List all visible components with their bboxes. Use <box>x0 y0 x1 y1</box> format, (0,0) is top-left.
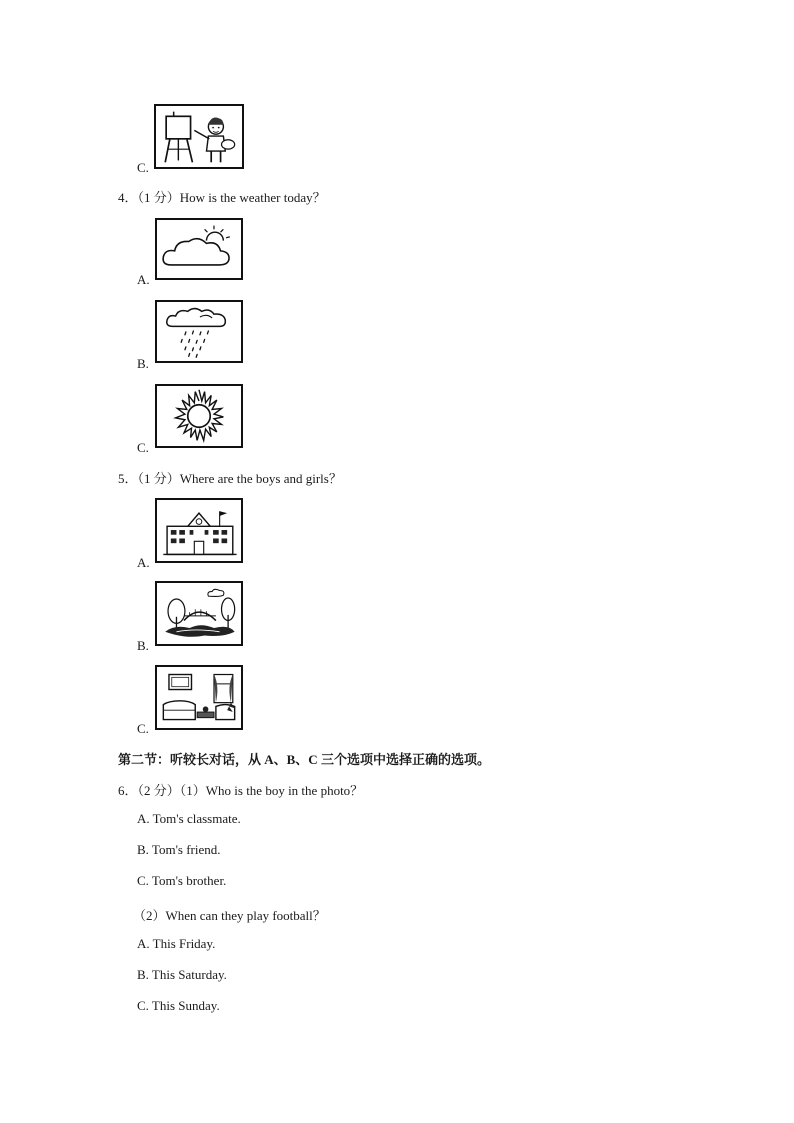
q6-sub2-option-a[interactable]: A. This Friday. <box>137 936 216 951</box>
q6-sub1-option-b[interactable]: B. Tom's friend. <box>137 842 221 857</box>
q4-option-a-image <box>155 218 243 280</box>
school-building-icon <box>157 500 241 561</box>
q6-sub1-option-c[interactable]: C. Tom's brother. <box>137 873 227 888</box>
q4-option-a-label[interactable]: A. <box>137 272 150 287</box>
q5-option-b-label[interactable]: B. <box>137 638 149 653</box>
q6-sub1-option-a[interactable]: A. Tom's classmate. <box>137 811 241 826</box>
q4-option-b-label[interactable]: B. <box>137 356 149 371</box>
q5-option-c-label[interactable]: C. <box>137 721 149 736</box>
q5-stem: 5．（1 分）Where are the boys and girls？ <box>118 471 342 486</box>
q6-sub2-option-b[interactable]: B. This Saturday. <box>137 967 227 982</box>
q4-stem: 4．（1 分）How is the weather today？ <box>118 190 326 205</box>
section-2-heading: 第二节：听较长对话，从 A、B、C 三个选项中选择正确的选项。 <box>118 752 490 767</box>
q4-option-c-image <box>155 384 243 448</box>
q5-option-a-label[interactable]: A. <box>137 555 150 570</box>
q3-option-c-image <box>154 104 244 169</box>
q4-option-b-image <box>155 300 243 363</box>
q6-sub2-stem: （2）When can they play football？ <box>133 908 326 923</box>
q3-option-c-label[interactable]: C. <box>137 160 149 175</box>
q5-option-b-image <box>155 581 243 646</box>
boy-painting-icon <box>156 106 242 167</box>
q6-stem: 6．（2 分）（1）Who is the boy in the photo？ <box>118 783 364 798</box>
park-bridge-icon <box>157 583 241 644</box>
sun-icon <box>157 386 241 446</box>
q4-option-c-label[interactable]: C. <box>137 440 149 455</box>
q6-sub2-option-c[interactable]: C. This Sunday. <box>137 998 220 1013</box>
rain-cloud-icon <box>157 302 241 361</box>
cloud-sun-icon <box>157 220 241 278</box>
living-room-icon <box>157 667 241 728</box>
q5-option-a-image <box>155 498 243 563</box>
q5-option-c-image <box>155 665 243 730</box>
